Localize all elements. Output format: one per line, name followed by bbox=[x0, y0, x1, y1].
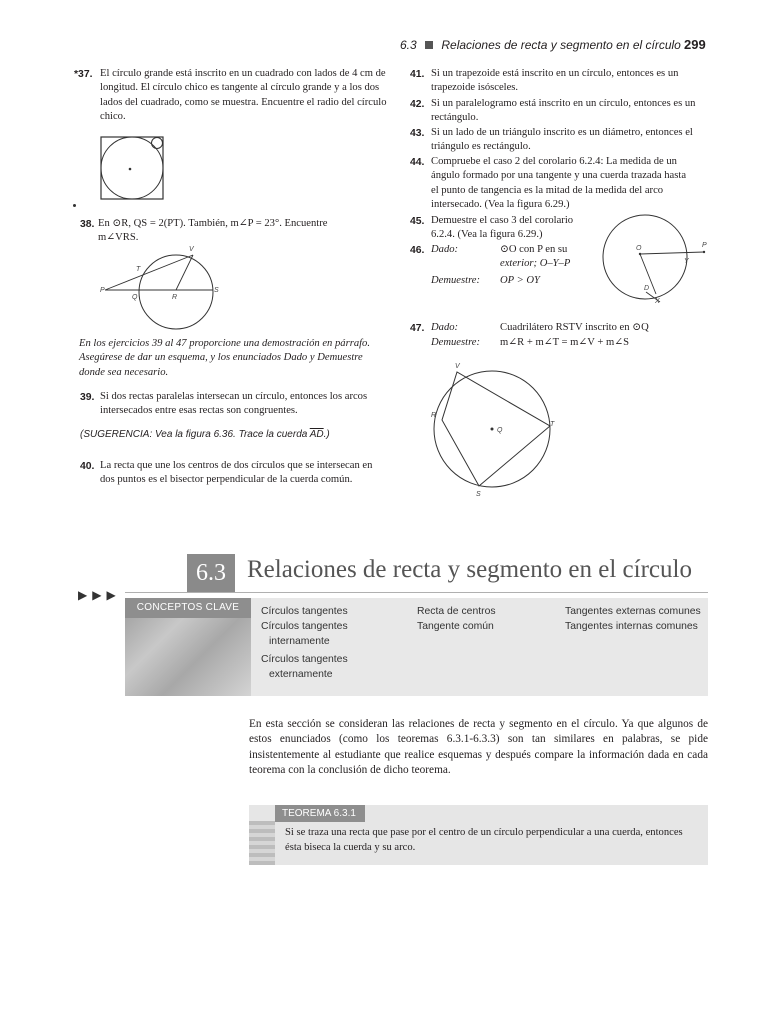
exercise-46-dado-label: Dado: bbox=[431, 244, 459, 255]
exercise-46-dado-text bbox=[500, 243, 610, 272]
fig47-label-v: V bbox=[455, 363, 460, 370]
header-square-icon bbox=[425, 41, 433, 49]
figure-37-square-circles bbox=[100, 136, 170, 202]
exercise-47-dem-text: m∠R + m∠T = m∠V + m∠S bbox=[500, 337, 629, 348]
fig47-label-s: S bbox=[476, 491, 481, 498]
section-title: Relaciones de recta y segmento en el círculo bbox=[247, 556, 692, 583]
exercise-47-number: 47. bbox=[410, 323, 425, 334]
fig37-center-dot bbox=[129, 168, 132, 171]
exercise-41-text: Si un trapezoide está inscrito en un círculo, entonces es un trapezoide isósceles. bbox=[431, 68, 679, 94]
exercise-46-dado-line1: ⊙O con P en su bbox=[500, 244, 568, 255]
section-arrows: ▶ ▶ ▶ bbox=[78, 588, 117, 602]
fig38-circle bbox=[139, 255, 213, 329]
concept-item: internamente bbox=[269, 636, 330, 647]
fig46-point-o bbox=[639, 253, 641, 255]
fig46-line-op bbox=[640, 252, 704, 254]
concepts-column-1 bbox=[261, 604, 348, 682]
fig38-label-q: Q bbox=[132, 294, 138, 301]
exercise-39-number: 39. bbox=[80, 392, 95, 403]
hint-chord: $\overline{AD}$ bbox=[309, 429, 324, 440]
header-section-ref: 6.3 bbox=[400, 38, 417, 52]
concept-item: Recta de centros bbox=[417, 606, 496, 617]
instructions-39-47: En los ejercicios 39 al 47 proporcione una demostración en párrafo. Asegúrese de dar un esquema, y los enunciados Dado y Demuestre donde sea necesario. bbox=[79, 338, 371, 378]
fig46-label-d: D bbox=[644, 285, 650, 292]
exercise-40-text: La recta que une los centros de dos círculos que se intersecan en dos puntos es el bisector perpendicular de la cuerda común. bbox=[100, 460, 373, 486]
exercise-45-line2: 6.2.4. (Vea la figura 6.29.) bbox=[431, 229, 543, 241]
header-section-title: Relaciones de recta y segmento en el círculo bbox=[441, 38, 681, 52]
fig38-label-v: V bbox=[189, 246, 194, 253]
theorem-texture-strip bbox=[249, 821, 275, 865]
exercise-38-text bbox=[98, 217, 388, 246]
fig46-label-x: X bbox=[655, 298, 660, 305]
concepts-column-3 bbox=[565, 604, 701, 634]
running-header bbox=[400, 38, 681, 52]
figure-46-diagram bbox=[596, 212, 716, 304]
fig47-label-r: R bbox=[431, 412, 437, 419]
exercise-43-text: Si un lado de un triángulo inscrito es un diámetro, entonces el triángulo es rectángulo. bbox=[431, 127, 693, 153]
theorem-text: Si se traza una recta que pase por el centro de un círculo perpendicular a una cuerda, entonces ésta biseca la cuerda y su arco. bbox=[285, 827, 683, 853]
fig47-label-t: T bbox=[550, 421, 555, 428]
fig46-label-o: O bbox=[636, 245, 642, 252]
fig46-label-y: Y bbox=[684, 258, 689, 265]
figure-38-secant-diagram bbox=[95, 244, 235, 324]
figure-47-inscribed-quadrilateral bbox=[426, 360, 566, 500]
exercise-45-number: 45. bbox=[410, 216, 425, 227]
exercise-47-dado-text: Cuadrilátero RSTV inscrito en ⊙Q bbox=[500, 322, 649, 333]
fig38-label-p: P bbox=[100, 287, 105, 294]
exercise-39-text: Si dos rectas paralelas intersecan un círculo, entonces los arcos intersecados entre esas rectas son congruentes. bbox=[100, 391, 368, 417]
exercise-37-text: El círculo grande está inscrito en un cuadrado con lados de 4 cm de longitud. El círculo chico es tangente al círculo grande y a los dos lados del cuadrado, como se muestra. Encuentre el radio del círculo chico. bbox=[100, 68, 387, 123]
exercise-38-line2: m∠VRS. bbox=[98, 232, 139, 244]
exercise-46-dado-line2: exterior; O–Y–P bbox=[500, 258, 571, 270]
bullet-dot bbox=[73, 204, 76, 207]
exercise-42-number: 42. bbox=[410, 99, 425, 110]
fig47-label-q: Q bbox=[497, 427, 503, 434]
exercise-44-text: Compruebe el caso 2 del corolario 6.2.4: La medida de un ángulo formado por una tangente y una cuerda trazada hasta el punto de tangencia es la mitad de la medida del arco intersecado. (Vea la figura 6.29.) bbox=[431, 156, 687, 211]
fig46-point-p bbox=[703, 251, 705, 253]
fig38-label-r: R bbox=[172, 294, 178, 301]
exercise-44-number: 44. bbox=[410, 157, 425, 168]
hint-prefix: (SUGERENCIA: Vea la figura 6.36. Trace la cuerda bbox=[80, 429, 310, 440]
exercise-37-number: *37. bbox=[74, 69, 93, 80]
page-number: 299 bbox=[684, 37, 706, 52]
section-rule bbox=[125, 592, 708, 593]
fig38-line-pv bbox=[105, 255, 193, 290]
section-number-badge: 6.3 bbox=[187, 554, 235, 592]
exercise-41-number: 41. bbox=[410, 69, 425, 80]
exercise-43-number: 43. bbox=[410, 128, 425, 139]
fig38-label-t: T bbox=[136, 266, 141, 273]
hint-suffix: .) bbox=[323, 429, 330, 440]
concept-item: Tangentes internas comunes bbox=[565, 621, 698, 632]
fig38-label-s: S bbox=[214, 287, 219, 294]
exercise-38-line1: En ⊙R, QS = 2(PT). También, m∠P = 23°. Encuentre bbox=[98, 218, 328, 229]
fig37-large-circle bbox=[101, 137, 163, 199]
concept-item: Tangentes externas comunes bbox=[565, 606, 701, 617]
concept-item: externamente bbox=[269, 669, 333, 680]
fig38-line-rv bbox=[176, 255, 193, 290]
exercise-46-dem-text: OP > OY bbox=[500, 275, 540, 286]
concepts-label: CONCEPTOS CLAVE bbox=[125, 598, 251, 618]
concept-item: Tangente común bbox=[417, 621, 494, 632]
exercise-40-number: 40. bbox=[80, 461, 95, 472]
theorem-label: TEOREMA 6.3.1 bbox=[275, 805, 365, 822]
fig37-small-circle bbox=[152, 138, 163, 149]
exercise-46-number: 46. bbox=[410, 245, 425, 256]
exercise-47-dem-label: Demuestre: bbox=[431, 337, 481, 348]
exercise-38-number: 38. bbox=[80, 219, 95, 230]
fig46-label-p: P bbox=[702, 242, 707, 249]
concept-item: Círculos tangentes bbox=[261, 606, 348, 617]
exercise-45-line1: Demuestre el caso 3 del corolario bbox=[431, 215, 574, 226]
concepts-column-2 bbox=[417, 604, 496, 634]
exercise-39-hint bbox=[80, 429, 330, 440]
exercise-46-dem-label: Demuestre: bbox=[431, 275, 481, 286]
exercise-45-text bbox=[431, 214, 611, 243]
exercise-42-text: Si un paralelogramo está inscrito en un círculo, entonces es un rectángulo. bbox=[431, 98, 696, 124]
exercise-47-dado-label: Dado: bbox=[431, 322, 459, 333]
section-intro-paragraph: En esta sección se consideran las relaciones de recta y segmento en el círculo. Ya que algunos de estos enunciados (como los teoremas 6.3.1-6.3.3) son tan similares en palabras, se pide insistentemente al estudiante que realice esquemas y después compare la información dada en cada teorema con la conclusión de dicho teorema. bbox=[249, 718, 708, 776]
concept-item: Círculos tangentes bbox=[261, 621, 348, 632]
concept-item: Círculos tangentes bbox=[261, 654, 348, 665]
fig47-center-q bbox=[491, 428, 494, 431]
